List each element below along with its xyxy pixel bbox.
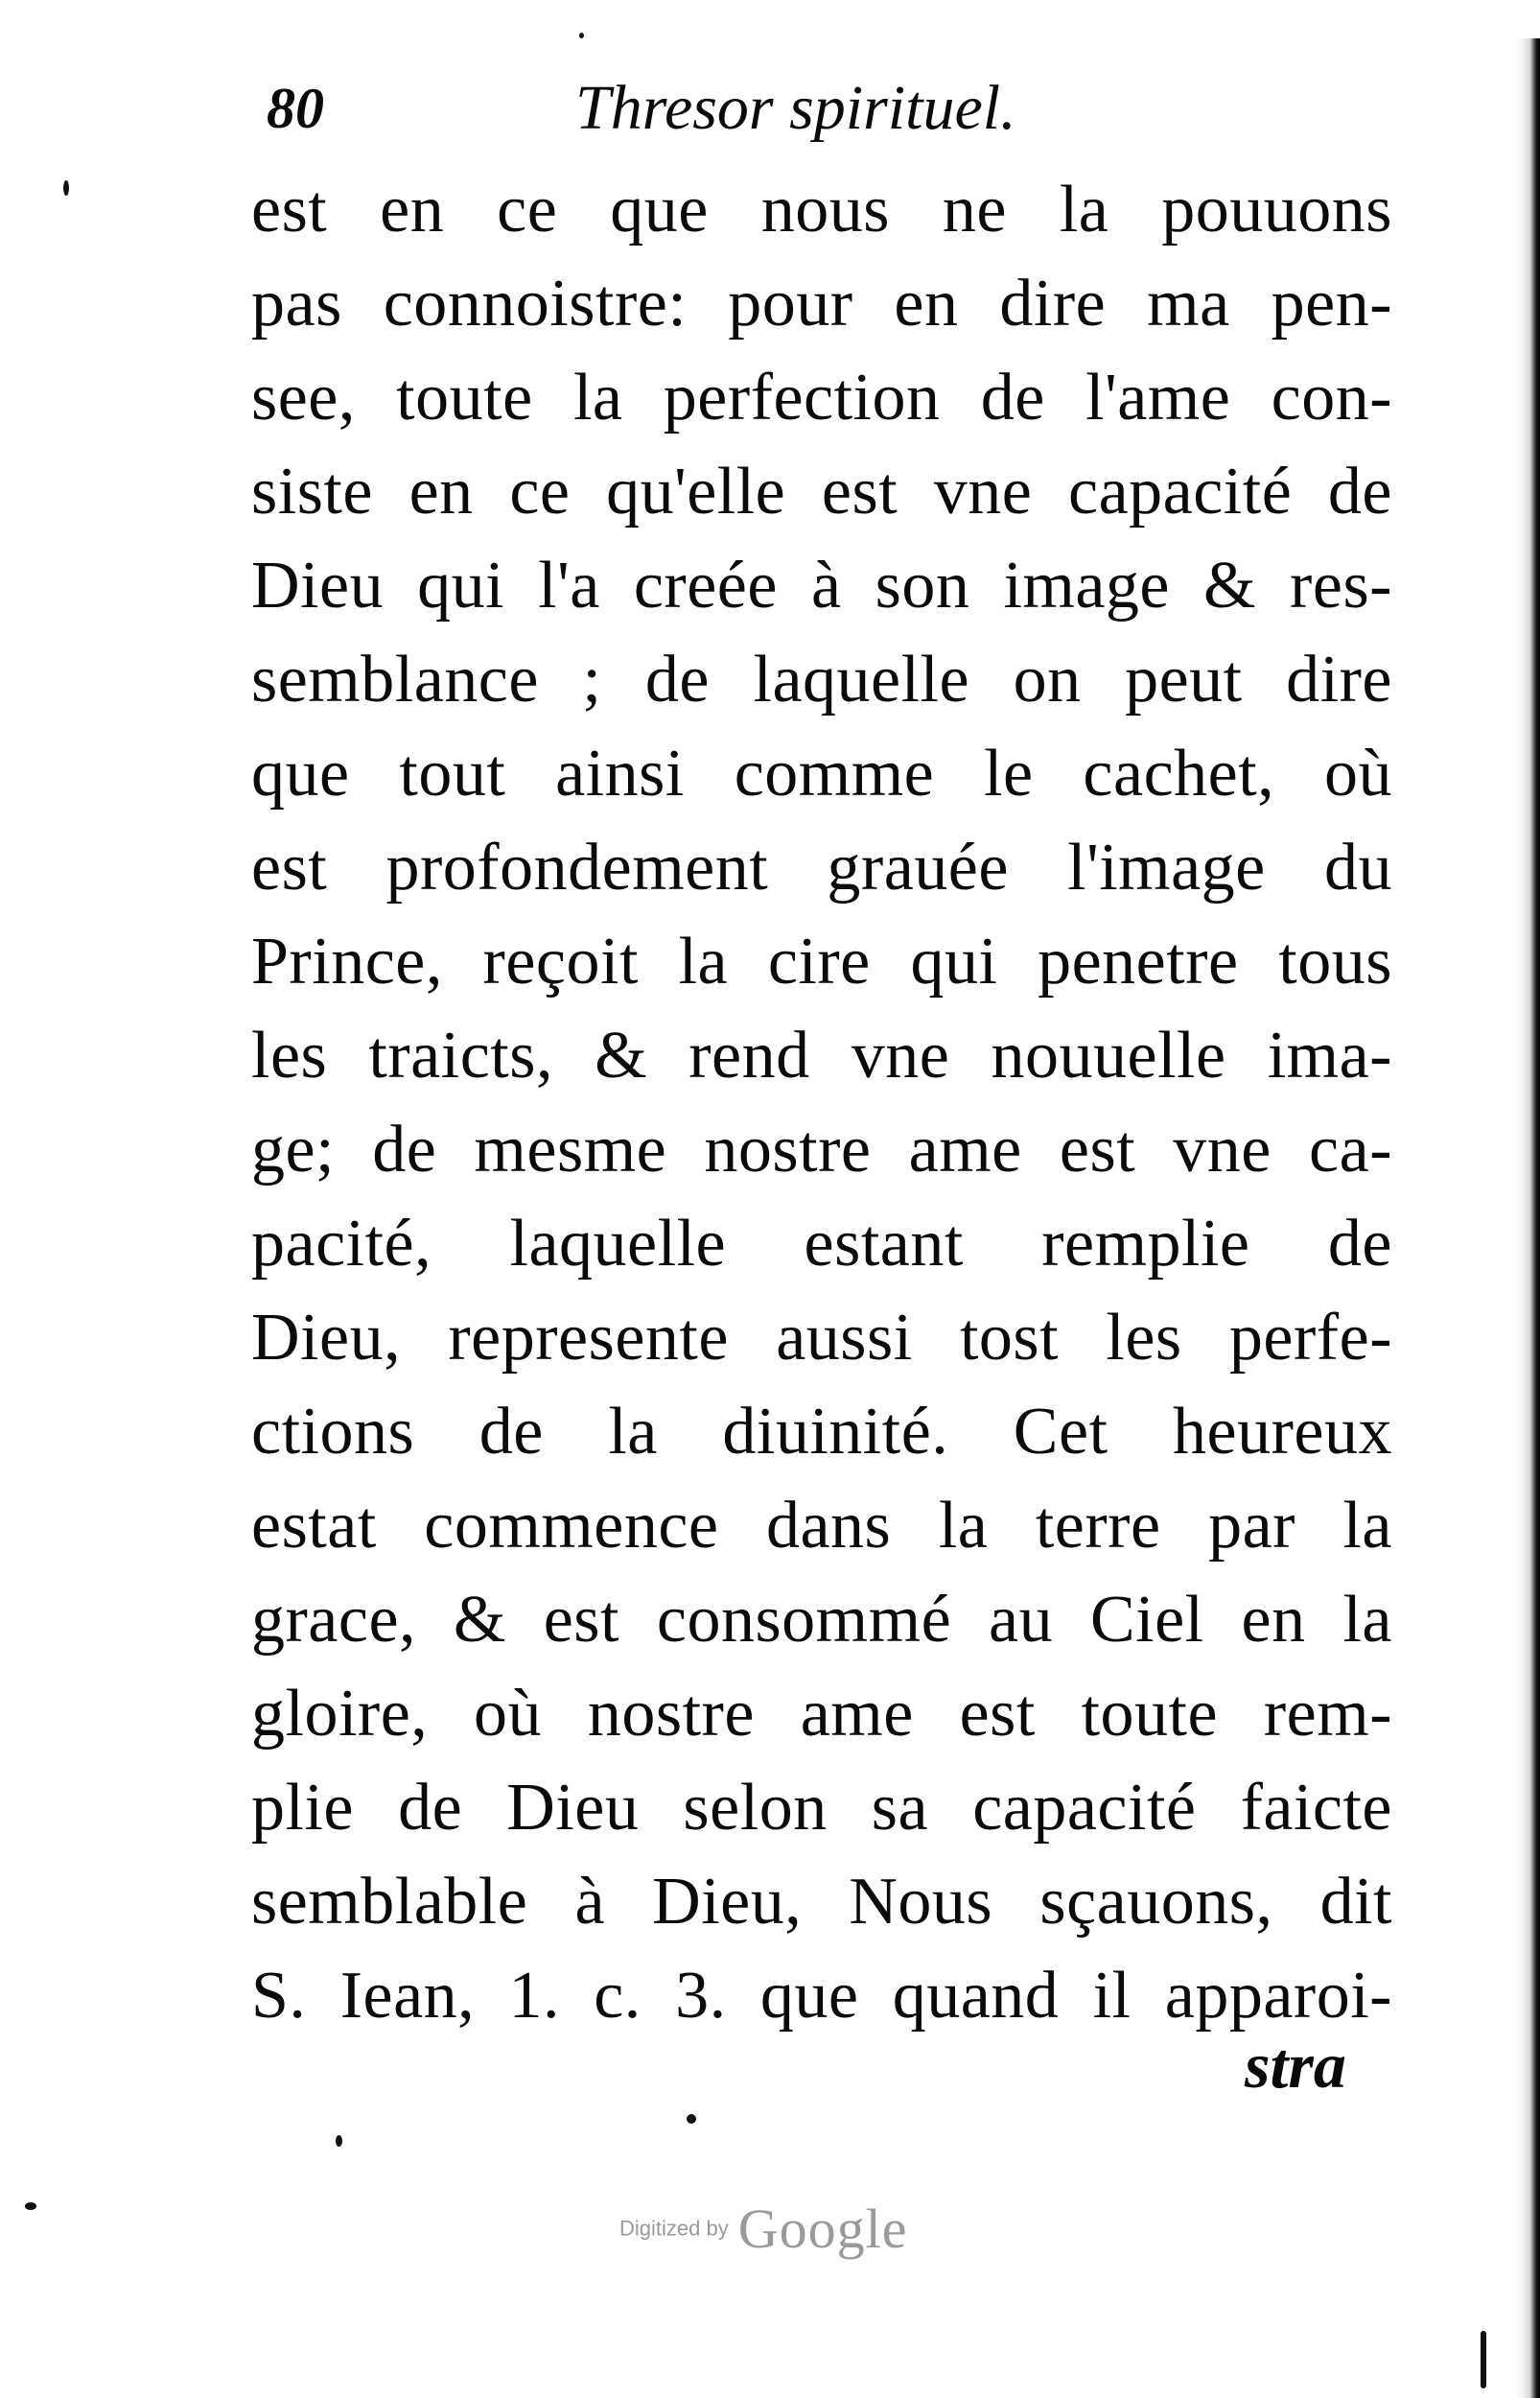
- text-line: pacité, laquelle estant remplie de: [251, 1207, 1392, 1281]
- ink-speck: [579, 33, 584, 38]
- page-edge-shadow: [1515, 38, 1540, 2398]
- ink-speck: [687, 2114, 696, 2124]
- text-line: les traicts, & rend vne nouuelle ima-: [251, 1019, 1392, 1093]
- google-logo: Google: [737, 2198, 908, 2260]
- text-line: que tout ainsi comme le cachet, où: [251, 737, 1392, 811]
- text-line: see, toute la perfection de l'ame con-: [251, 361, 1392, 435]
- ink-speck: [25, 2202, 36, 2210]
- text-line: semblance ; de laquelle on peut dire: [251, 643, 1392, 717]
- text-line: est profondement grauée l'image du: [251, 831, 1392, 905]
- text-line: Dieu qui l'a creée à son image & res-: [251, 549, 1392, 623]
- digitized-watermark: [619, 2197, 907, 2261]
- ink-speck: [336, 2135, 342, 2147]
- text-line: siste en ce qu'elle est vne capacité de: [251, 455, 1392, 529]
- text-line: S. Iean, 1. c. 3. que quand il apparoi-: [251, 1959, 1392, 2033]
- text-line: grace, & est consommé au Ciel en la: [251, 1583, 1392, 1657]
- text-line: ge; de mesme nostre ame est vne ca-: [251, 1113, 1392, 1187]
- text-line: Prince, reçoit la cire qui penetre tous: [251, 925, 1392, 999]
- text-line: est en ce que nous ne la pouuons: [251, 173, 1392, 247]
- text-line: pas connoistre: pour en dire ma pen-: [251, 267, 1392, 341]
- page-number: 80: [267, 77, 324, 140]
- ink-speck: [1481, 2331, 1486, 2388]
- page-header: [267, 65, 1130, 152]
- text-line: ctions de la diuinité. Cet heureux: [251, 1395, 1392, 1469]
- text-line: gloire, où nostre ame est toute rem-: [251, 1677, 1392, 1751]
- text-line: semblable à Dieu, Nous sçauons, dit: [251, 1865, 1392, 1939]
- body-text: [251, 163, 1392, 2043]
- text-line: plie de Dieu selon sa capacité faicte: [251, 1771, 1392, 1845]
- ink-speck: [63, 180, 69, 196]
- digitized-label: Digitized by: [619, 2216, 729, 2241]
- text-line: estat commence dans la terre par la: [251, 1489, 1392, 1563]
- text-line: Dieu, represente aussi tost les perfe-: [251, 1301, 1392, 1375]
- catchword: stra: [1245, 2029, 1346, 2102]
- running-title: Thresor spirituel.: [575, 73, 1016, 143]
